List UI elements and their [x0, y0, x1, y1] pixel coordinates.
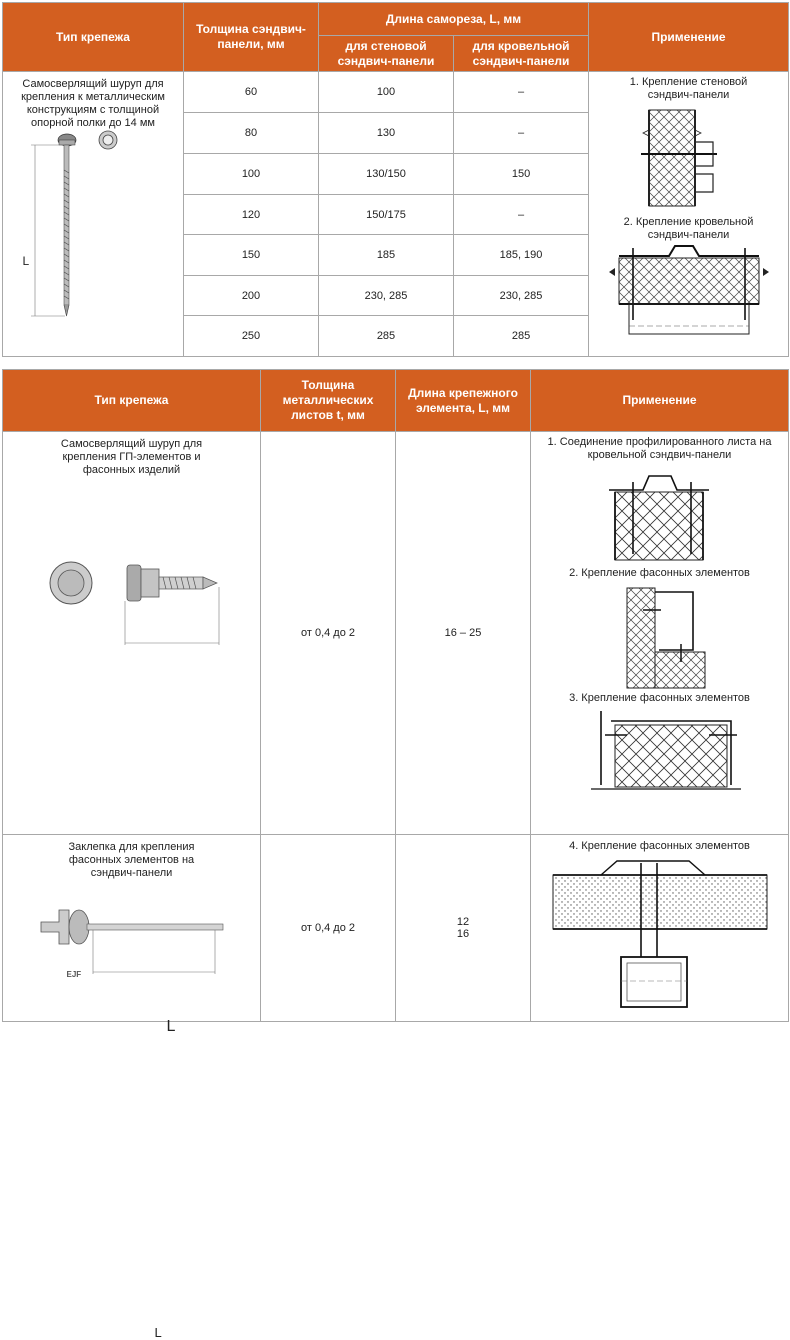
thickness-cell: от 0,4 до 2 — [261, 432, 396, 835]
length-cell — [396, 835, 531, 1022]
thickness-cell: 150 — [184, 235, 319, 276]
header-roof: для кровельной сэндвич-панели — [454, 36, 589, 72]
thickness-cell: 120 — [184, 195, 319, 235]
rivet-application-diagram — [531, 853, 787, 1013]
roof-length-cell: 230, 285 — [454, 276, 589, 316]
roof-length-cell: – — [454, 113, 589, 154]
header-length-group: Длина самореза, L, мм — [319, 3, 589, 36]
wall-length-cell: 130 — [319, 113, 454, 154]
application-caption-2: 2. Крепление фасонных элементов — [569, 567, 750, 579]
thickness-cell: 60 — [184, 72, 319, 113]
header-thickness: Толщина металлических листов t, мм — [261, 370, 396, 432]
thickness-cell: 200 — [184, 276, 319, 316]
roof-length-cell: 285 — [454, 316, 589, 357]
dimension-label-L: L — [154, 1324, 162, 1340]
application-caption-4: 4. Крепление фасонных элементов — [569, 840, 750, 852]
header-application: Применение — [531, 370, 789, 432]
fastener-description: Заклепка для крепления фасонных элементов на сэндвич-панели — [68, 841, 195, 879]
thickness-cell: от 0,4 до 2 — [261, 835, 396, 1022]
fastener-table-sandwich — [2, 2, 789, 357]
header-type: Тип крепежа — [3, 370, 261, 432]
application-caption-1: 1. Соединение профилированного листа на кровельной сэндвич-панели — [547, 436, 772, 461]
fastener-description: Самосверлящий шуруп для крепления ГП-элементов и фасонных изделий — [60, 438, 203, 476]
roof-length-cell: – — [454, 195, 589, 235]
wall-length-cell: 185 — [319, 235, 454, 276]
dimension-label-L: L — [22, 253, 30, 268]
application-caption-2: 2. Крепление кровельной сэндвич-панели — [623, 216, 754, 241]
self-drilling-screw-illustration — [3, 130, 181, 330]
header-type: Тип крепежа — [3, 3, 184, 72]
roof-panel-diagram — [589, 242, 787, 346]
roof-length-cell: – — [454, 72, 589, 113]
header-length: Длина крепежного элемента, L, мм — [396, 370, 531, 432]
length-value-b: 16 — [456, 928, 470, 940]
trim-diagram-1 — [531, 580, 787, 692]
application-caption-1: 1. Крепление стеновой сэндвич-панели — [629, 76, 748, 101]
rivet-illustration — [3, 890, 259, 980]
wall-length-cell: 130/150 — [319, 154, 454, 195]
fastener-description: Самосверлящий шуруп для крепления к металлическим конструкциям с толщиной опорной полки до 14 мм — [21, 78, 165, 129]
hex-screw-illustration — [3, 553, 259, 673]
roof-profile-diagram — [531, 462, 787, 567]
wall-length-cell: 285 — [319, 316, 454, 357]
roof-length-cell: 150 — [454, 154, 589, 195]
roof-length-cell: 185, 190 — [454, 235, 589, 276]
trim-diagram-2 — [531, 705, 787, 797]
header-thickness: Толщина сэндвич-панели, мм — [184, 3, 319, 72]
fastener-cell — [3, 72, 184, 357]
length-value-a: 12 — [456, 916, 470, 928]
wall-length-cell: 230, 285 — [319, 276, 454, 316]
wall-length-cell: 150/175 — [319, 195, 454, 235]
fastener-table-sheets — [2, 369, 789, 1340]
application-cell — [531, 432, 789, 835]
head-mark-text: EJF — [66, 969, 82, 979]
fastener-cell — [3, 835, 261, 1340]
thickness-cell: 100 — [184, 154, 319, 195]
wall-length-cell: 100 — [319, 72, 454, 113]
dimension-label-L: L — [166, 1017, 176, 1035]
thickness-cell: 80 — [184, 113, 319, 154]
header-application: Применение — [589, 3, 789, 72]
application-caption-3: 3. Крепление фасонных элементов — [569, 692, 750, 704]
header-wall: для стеновой сэндвич-панели — [319, 36, 454, 72]
application-cell — [531, 835, 789, 1022]
wall-panel-diagram — [589, 102, 787, 212]
thickness-cell: 250 — [184, 316, 319, 357]
length-cell: 16 – 25 — [396, 432, 531, 835]
application-cell — [589, 72, 789, 357]
